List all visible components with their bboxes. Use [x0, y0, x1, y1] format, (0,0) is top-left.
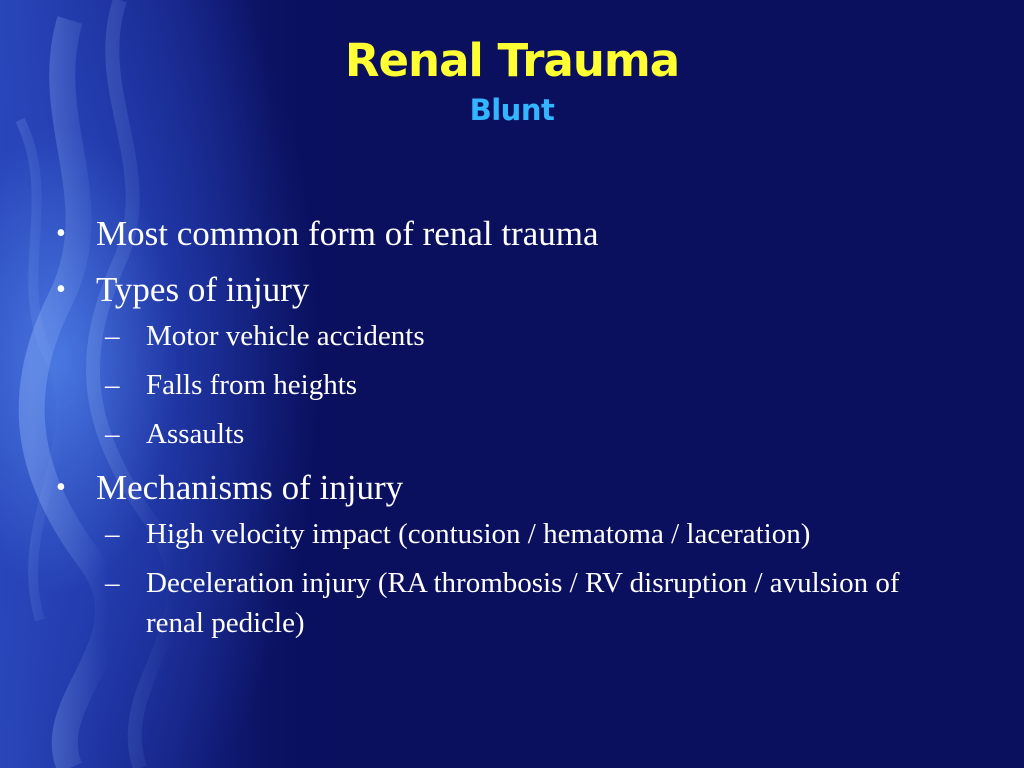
bullet-item — [56, 212, 956, 256]
sub-bullet-marker: – — [105, 518, 120, 550]
sub-bullet-text: Motor vehicle accidents — [146, 320, 425, 352]
bullet-marker: • — [56, 274, 66, 305]
bullet-text: Most common form of renal trauma — [96, 214, 599, 253]
bullet-item — [56, 466, 956, 643]
bullet-marker: • — [56, 472, 66, 503]
sub-bullet-item — [101, 316, 956, 356]
sub-bullet-marker: – — [105, 369, 120, 401]
sub-bullet-text: Assaults — [146, 418, 245, 450]
sub-bullet-item — [101, 514, 956, 554]
sub-bullet-list — [96, 316, 956, 454]
title-block — [0, 30, 1024, 128]
sub-bullet-marker: – — [105, 320, 120, 352]
bullet-text: Mechanisms of injury — [96, 468, 404, 507]
slide-subtitle: Blunt — [469, 93, 555, 127]
sub-bullet-item — [101, 365, 956, 405]
slide-title: Renal Trauma — [344, 34, 680, 87]
sub-bullet-list — [96, 514, 956, 643]
sub-bullet-text: Falls from heights — [146, 369, 358, 401]
bullet-text: Types of injury — [96, 270, 310, 309]
sub-bullet-item — [101, 414, 956, 454]
sub-bullet-marker: – — [105, 418, 120, 450]
sub-bullet-text: High velocity impact (contusion / hematoma / laceration) — [146, 518, 811, 550]
sub-bullet-marker: – — [105, 567, 120, 599]
bullet-list — [56, 212, 956, 655]
sub-bullet-text: Deceleration injury (RA thrombosis / RV disruption / avulsion of renal pedicle) — [146, 567, 900, 639]
sub-bullet-item — [101, 563, 956, 643]
bullet-marker: • — [56, 218, 66, 249]
bullet-item — [56, 268, 956, 454]
